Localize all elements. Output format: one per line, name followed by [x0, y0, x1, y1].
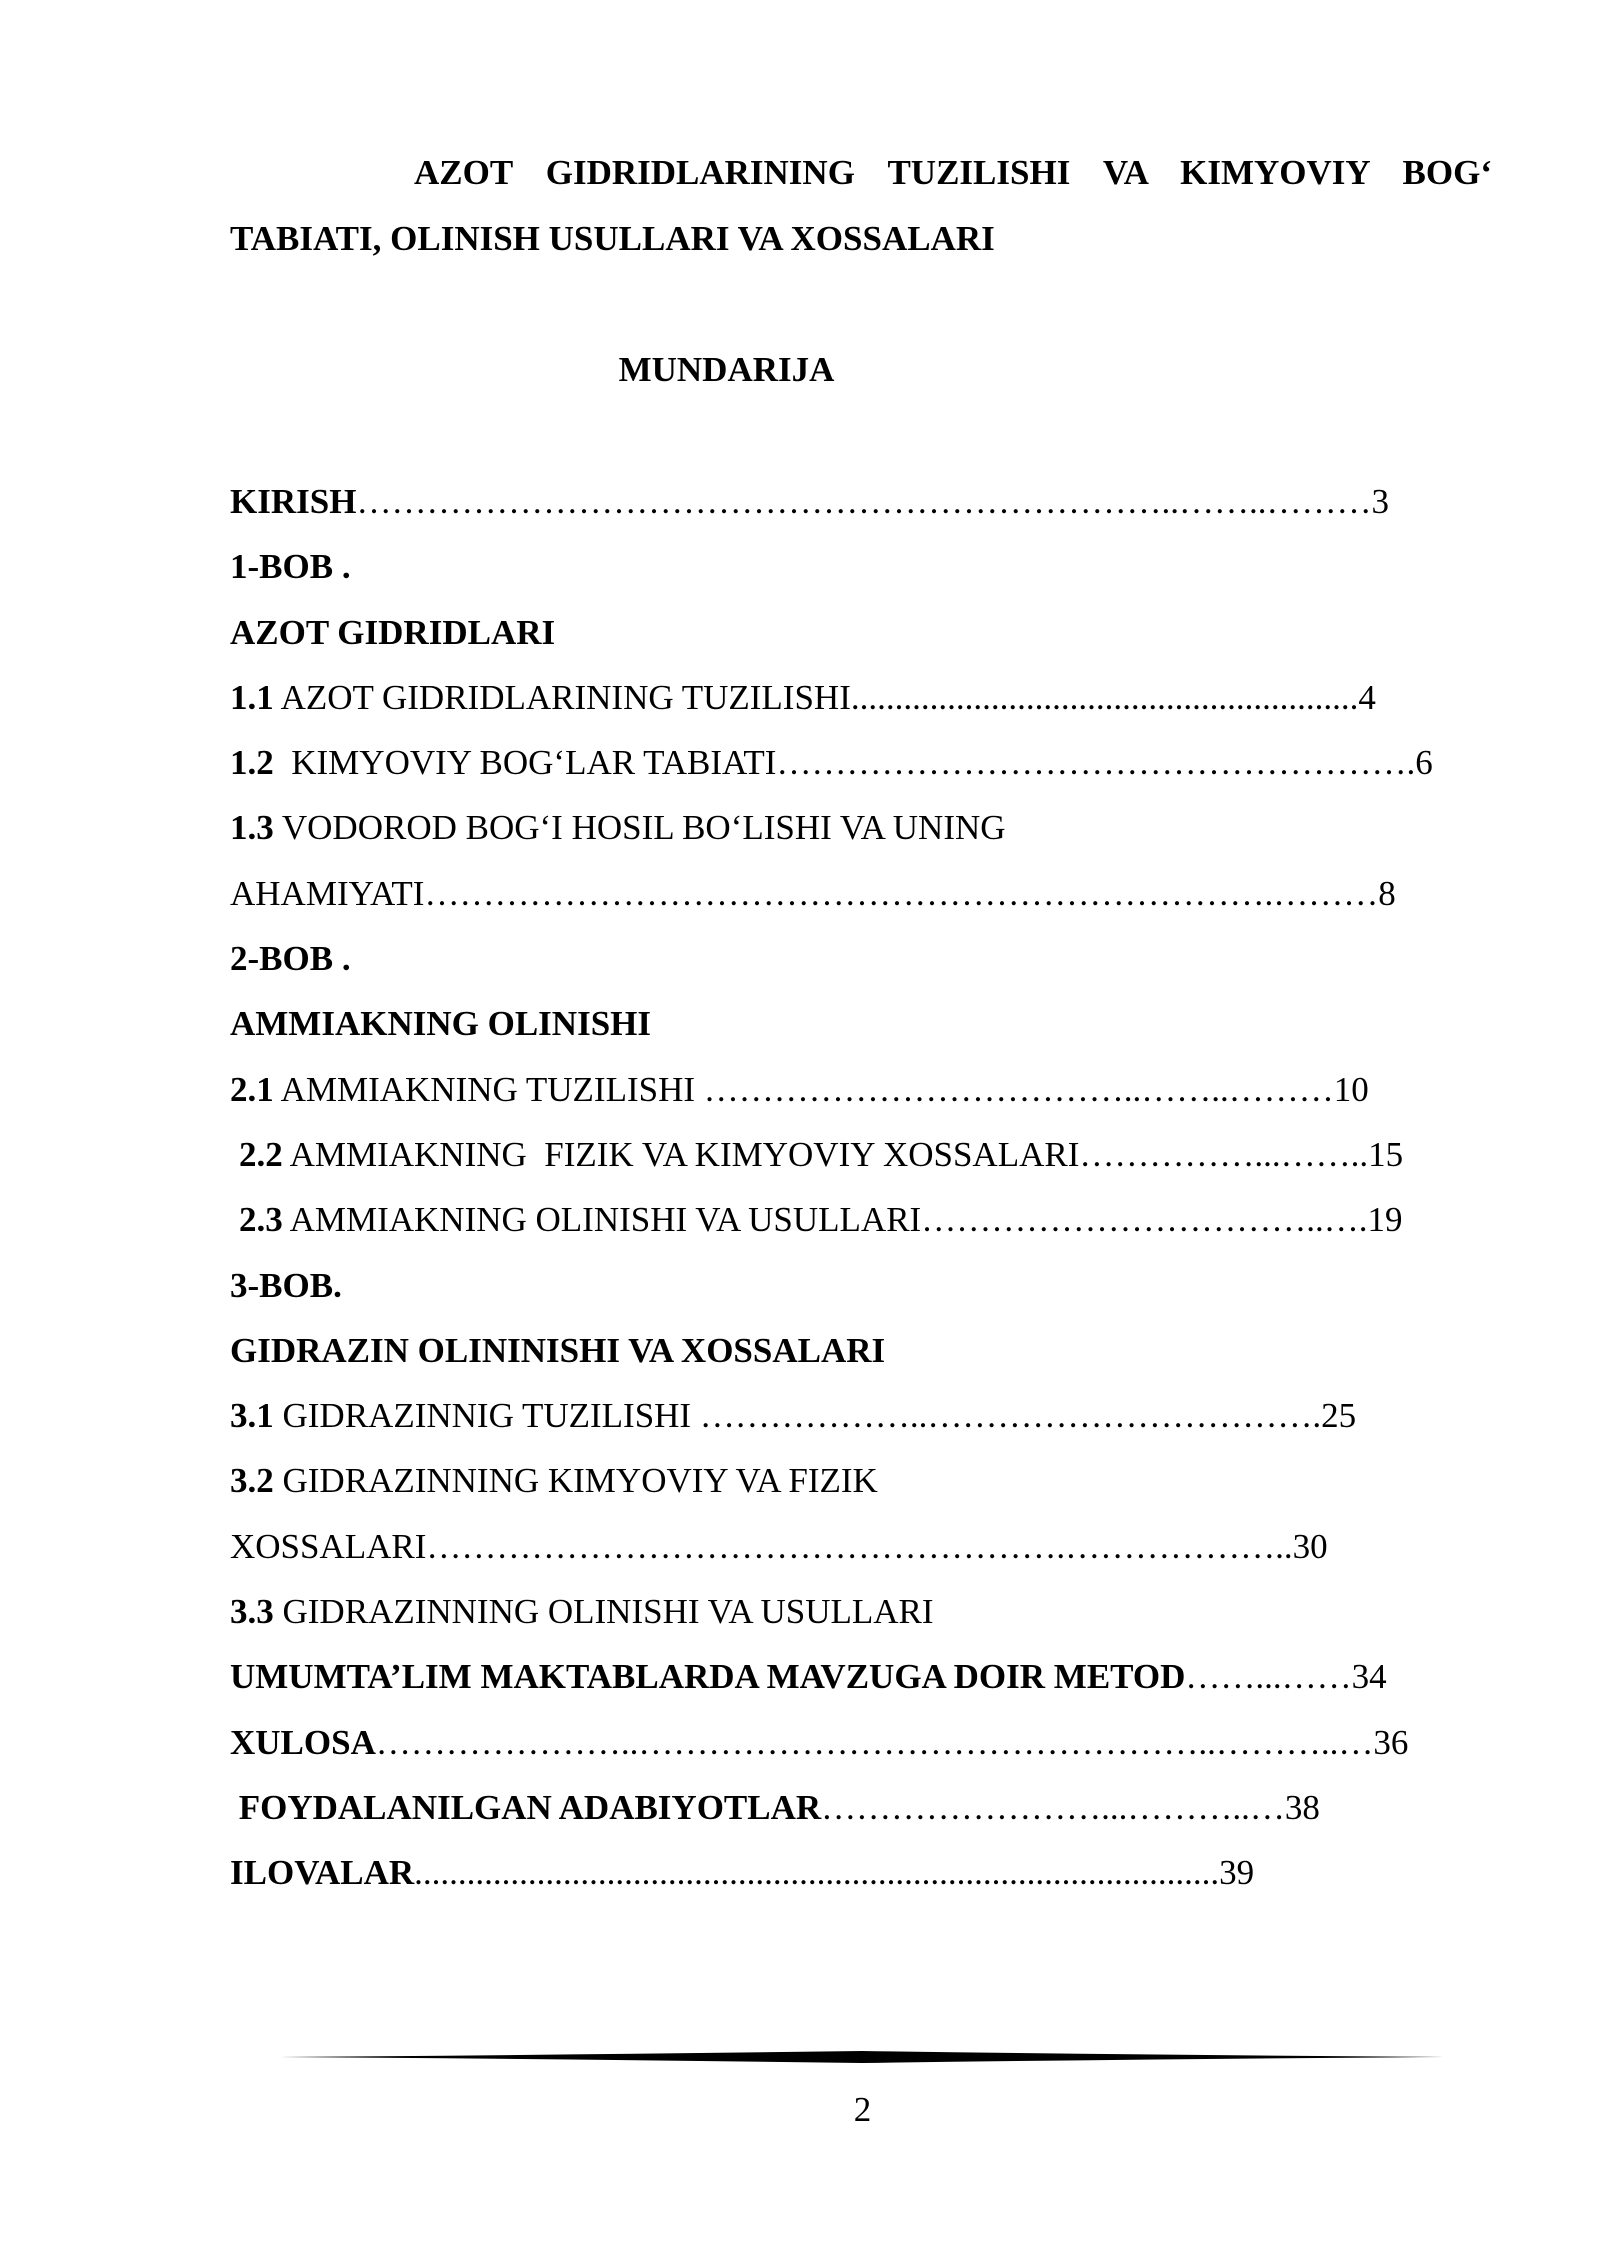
toc-entry-2-2: 2.2 AMMIAKNING FIZIK VA KIMYOVIY XOSSALARI……………...……..15: [239, 1134, 1404, 1174]
title-line-2: TABIATI, OLINISH USULLARI VA XOSSALARI: [230, 219, 995, 258]
document-title: [230, 140, 1492, 272]
toc-chapter-2-label: 2-BOB .: [230, 939, 351, 979]
title-line-1: AZOT GIDRIDLARINING TUZILISHI VA KIMYOVIY BOG‘: [414, 153, 1492, 192]
toc-entry-3-1: 3.1 GIDRAZINNIG TUZILISHI ………………..…………………………….25: [230, 1396, 1357, 1436]
toc-entry-1-3: 1.3 VODOROD BOG‘I HOSIL BO‘LISHI VA UNING: [230, 808, 1006, 848]
toc-entry-adabiyotlar: FOYDALANILGAN ADABIYOTLAR……………………...………..…38: [230, 1787, 1320, 1827]
toc-chapter-3-label: 3-BOB.: [230, 1265, 342, 1305]
toc-entry-1-1: 1.1 AZOT GIDRIDLARINING TUZILISHI..........................................................4: [230, 677, 1376, 717]
toc-entry-2-1: 2.1 AMMIAKNING TUZILISHI ………………………………..……..………10: [230, 1069, 1369, 1109]
toc-entry-3-2-continued: XOSSALARI……………………………………………….………………..30: [230, 1526, 1328, 1566]
toc-entry-1-2: 1.2 KIMYOVIY BOG‘LAR TABIATI……………………………………………….6: [230, 743, 1433, 783]
toc-entry-ilovalar: ILOVALAR............................................................................................39: [230, 1853, 1255, 1893]
toc-entry-metod: UMUMTA’LIM MAKTABLARDA MAVZUGA DOIR METOD……...……34: [230, 1657, 1387, 1697]
toc-chapter-1-label: 1-BOB .: [230, 547, 351, 587]
toc-entry-2-3: 2.3 AMMIAKNING OLINISHI VA USULLARI……………………………..….19: [239, 1200, 1403, 1240]
contents-heading: MUNDARIJA: [618, 350, 835, 389]
footer-separator-line: [280, 2049, 1444, 2065]
toc-chapter-2-title: AMMIAKNING OLINISHI: [230, 1004, 652, 1044]
page-number: 2: [853, 2090, 872, 2129]
toc-chapter-3-title: GIDRAZIN OLININISHI VA XOSSALARI: [230, 1330, 886, 1370]
toc-entry-3-2: 3.2 GIDRAZINNING KIMYOVIY VA FIZIK: [230, 1461, 878, 1501]
toc-entry-kirish: KIRISH……………………………………………………………..……..………3: [230, 482, 1389, 521]
table-of-contents: [230, 474, 1500, 1911]
toc-entry-1-3-continued: AHAMIYATI……………………………………………………………….………8: [230, 873, 1396, 913]
toc-entry-xulosa: XULOSA…………………..…………………………………………..………..…36: [230, 1722, 1409, 1762]
toc-entry-3-3: 3.3 GIDRAZINNING OLINISHI VA USULLARI: [230, 1592, 934, 1632]
toc-chapter-1-title: AZOT GIDRIDLARI: [230, 612, 556, 652]
